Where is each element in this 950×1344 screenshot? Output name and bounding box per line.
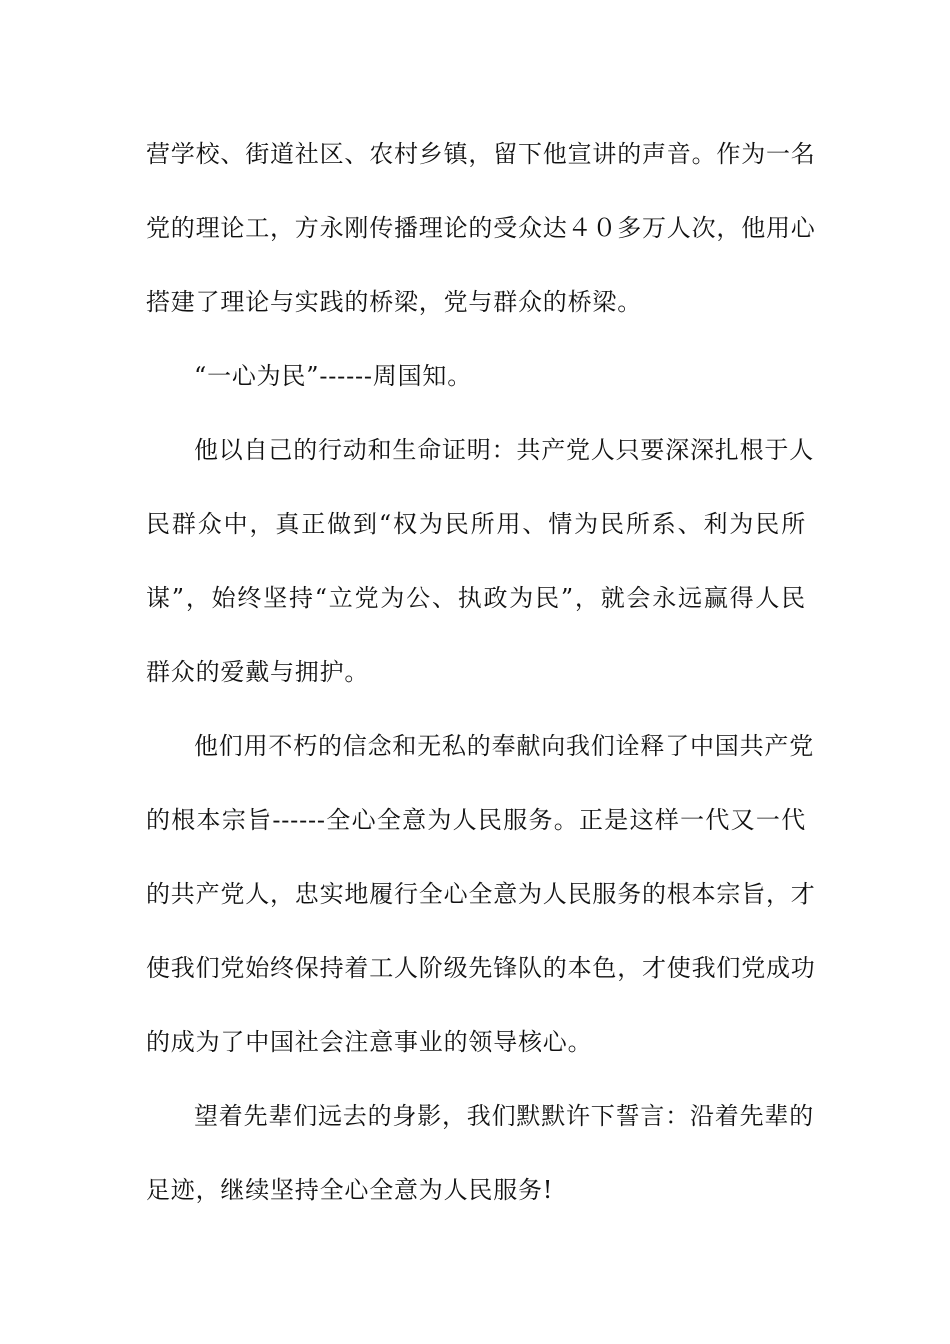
- text-line: 党的理论工，方永刚传播理论的受众达４０多万人次，他用心: [146, 214, 816, 242]
- text-line: 他以自己的行动和生命证明：共产党人只要深深扎根于人: [194, 436, 814, 464]
- text-line: 谋”，始终坚持“立党为公、执政为民”，就会永远赢得人民: [146, 584, 806, 612]
- text-line: 望着先辈们远去的身影，我们默默许下誓言：沿着先辈的: [194, 1102, 814, 1130]
- text-line: 使我们党始终保持着工人阶级先锋队的本色，才使我们党成功: [146, 954, 816, 982]
- text-line: 足迹，继续坚持全心全意为人民服务!: [146, 1176, 554, 1204]
- section-heading: “一心为民”------周国知。: [194, 362, 472, 390]
- text-line: 营学校、街道社区、农村乡镇，留下他宣讲的声音。作为一名: [146, 140, 816, 168]
- text-line: 群众的爱戴与拥护。: [146, 658, 370, 686]
- text-line: 的成为了中国社会注意事业的领导核心。: [146, 1028, 593, 1056]
- text-line: 搭建了理论与实践的桥梁，党与群众的桥梁。: [146, 288, 642, 316]
- text-line: 的根本宗旨------全心全意为人民服务。正是这样一代又一代: [146, 806, 806, 834]
- text-line: 他们用不朽的信念和无私的奉献向我们诠释了中国共产党: [194, 732, 814, 760]
- body-text: [146, 130, 816, 1240]
- text-line: 民群众中，真正做到“权为民所用、情为民所系、利为民所: [146, 510, 806, 538]
- text-line: 的共产党人，忠实地履行全心全意为人民服务的根本宗旨，才: [146, 880, 816, 908]
